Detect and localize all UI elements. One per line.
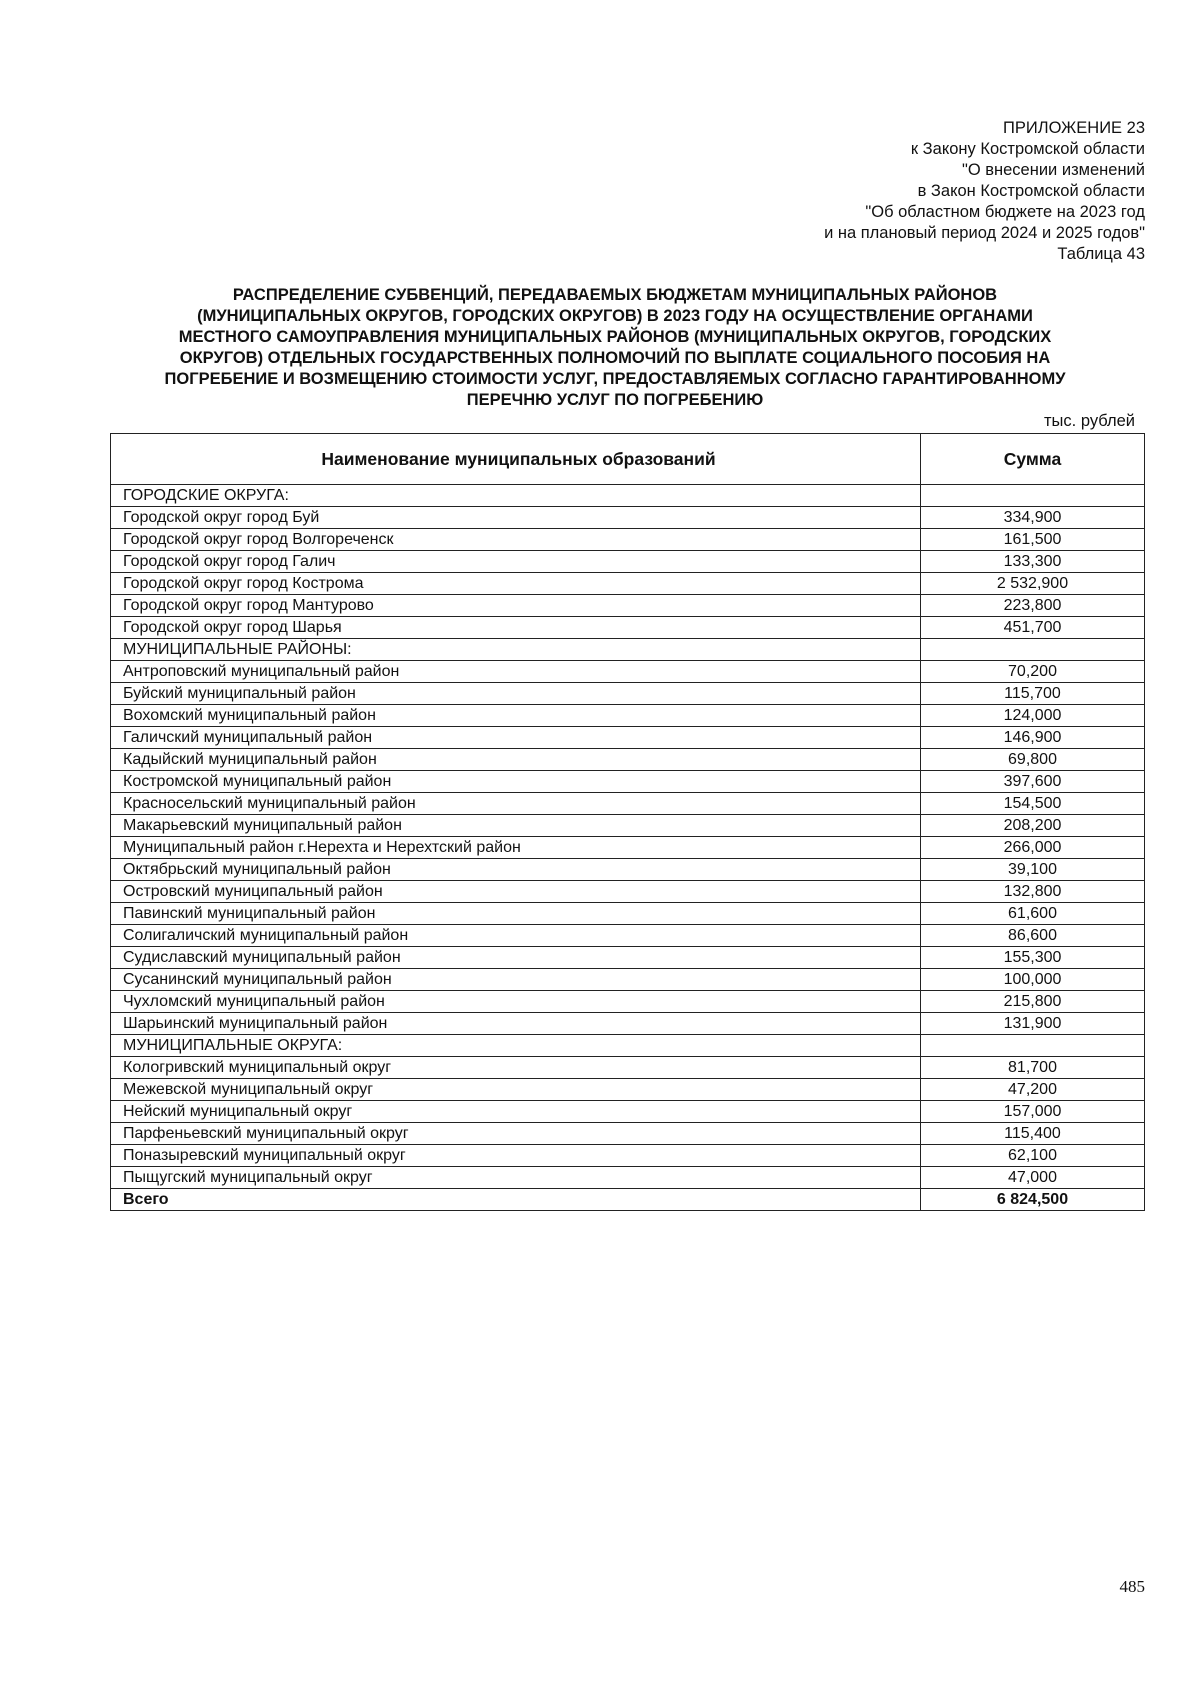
row-sum: 100,000 (921, 969, 1145, 991)
row-name: Антроповский муниципальный район (111, 661, 921, 683)
table-row (111, 881, 1145, 903)
table-row (111, 551, 1145, 573)
row-sum: 157,000 (921, 1101, 1145, 1123)
table-row (111, 1057, 1145, 1079)
row-name: Городской округ город Мантурово (111, 595, 921, 617)
row-sum: 124,000 (921, 705, 1145, 727)
table-row (111, 705, 1145, 727)
row-name: Межевской муниципальный округ (111, 1079, 921, 1101)
row-name: Буйский муниципальный район (111, 683, 921, 705)
table-row (111, 573, 1145, 595)
document-title (120, 285, 1110, 411)
appendix-line: "О внесении изменений (961, 161, 1145, 179)
total-label: Всего (111, 1189, 921, 1211)
table-row (111, 903, 1145, 925)
row-name: Сусанинский муниципальный район (111, 969, 921, 991)
row-sum: 208,200 (921, 815, 1145, 837)
table-row (111, 507, 1145, 529)
row-sum: 223,800 (921, 595, 1145, 617)
table-body (111, 485, 1145, 1211)
table-row (111, 485, 1145, 507)
table-row (111, 1013, 1145, 1035)
row-name: ГОРОДСКИЕ ОКРУГА: (111, 485, 921, 507)
title-line: МЕСТНОГО САМОУПРАВЛЕНИЯ МУНИЦИПАЛЬНЫХ РАЙОНОВ (МУНИЦИПАЛЬНЫХ ОКРУГОВ, ГОРОДСКИХ (178, 328, 1052, 346)
table-row (111, 969, 1145, 991)
row-name: Городской округ город Шарья (111, 617, 921, 639)
title-line: ПОГРЕБЕНИЕ И ВОЗМЕЩЕНИЮ СТОИМОСТИ УСЛУГ, ПРЕДОСТАВЛЯЕМЫХ СОГЛАСНО ГАРАНТИРОВАННОМУ (164, 370, 1066, 388)
row-sum (921, 639, 1145, 661)
table-row (111, 529, 1145, 551)
table-row (111, 661, 1145, 683)
table-row (111, 683, 1145, 705)
table-row (111, 749, 1145, 771)
appendix-line: и на плановый период 2024 и 2025 годов" (824, 224, 1145, 242)
row-sum: 133,300 (921, 551, 1145, 573)
row-name: Октябрьский муниципальный район (111, 859, 921, 881)
row-name: Красносельский муниципальный район (111, 793, 921, 815)
row-name: Парфеньевский муниципальный округ (111, 1123, 921, 1145)
total-sum: 6 824,500 (921, 1189, 1145, 1211)
row-sum: 47,000 (921, 1167, 1145, 1189)
row-sum: 86,600 (921, 925, 1145, 947)
row-sum: 161,500 (921, 529, 1145, 551)
table-row (111, 837, 1145, 859)
row-sum: 61,600 (921, 903, 1145, 925)
row-name: Островский муниципальный район (111, 881, 921, 903)
row-sum: 2 532,900 (921, 573, 1145, 595)
header-name: Наименование муниципальных образований (111, 434, 921, 485)
row-name: Нейский муниципальный округ (111, 1101, 921, 1123)
table-row (111, 771, 1145, 793)
table-row (111, 1035, 1145, 1057)
row-sum: 131,900 (921, 1013, 1145, 1035)
row-sum: 215,800 (921, 991, 1145, 1013)
units-label: тыс. рублей (1044, 412, 1135, 430)
row-name: Городской округ город Буй (111, 507, 921, 529)
row-name: Кологривский муниципальный округ (111, 1057, 921, 1079)
row-name: Шарьинский муниципальный район (111, 1013, 921, 1035)
row-sum: 154,500 (921, 793, 1145, 815)
row-name: Городской округ город Галич (111, 551, 921, 573)
row-name: Городской округ город Кострома (111, 573, 921, 595)
table-row (111, 617, 1145, 639)
table-row (111, 1167, 1145, 1189)
total-row (111, 1189, 1145, 1211)
table-row (111, 859, 1145, 881)
row-name: Макарьевский муниципальный район (111, 815, 921, 837)
appendix-line: в Закон Костромской области (917, 182, 1145, 200)
appendix-line: ПРИЛОЖЕНИЕ 23 (1003, 119, 1145, 137)
row-sum: 146,900 (921, 727, 1145, 749)
row-sum: 47,200 (921, 1079, 1145, 1101)
row-sum: 397,600 (921, 771, 1145, 793)
row-sum: 115,400 (921, 1123, 1145, 1145)
row-name: МУНИЦИПАЛЬНЫЕ РАЙОНЫ: (111, 639, 921, 661)
appendix-line: к Закону Костромской области (910, 140, 1145, 158)
title-line: РАСПРЕДЕЛЕНИЕ СУБВЕНЦИЙ, ПЕРЕДАВАЕМЫХ БЮДЖЕТАМ МУНИЦИПАЛЬНЫХ РАЙОНОВ (232, 286, 998, 304)
row-name: Муниципальный район г.Нерехта и Нерехтский район (111, 837, 921, 859)
appendix-header (725, 118, 1145, 265)
table-row (111, 639, 1145, 661)
title-line: ПЕРЕЧНЮ УСЛУГ ПО ПОГРЕБЕНИЮ (466, 391, 764, 409)
table-row (111, 1145, 1145, 1167)
row-sum: 451,700 (921, 617, 1145, 639)
table-row (111, 1079, 1145, 1101)
appendix-line: "Об областном бюджете на 2023 год (865, 203, 1145, 221)
row-sum: 70,200 (921, 661, 1145, 683)
row-sum: 39,100 (921, 859, 1145, 881)
table-row (111, 815, 1145, 837)
row-sum: 132,800 (921, 881, 1145, 903)
table-row (111, 595, 1145, 617)
row-sum: 81,700 (921, 1057, 1145, 1079)
title-line: ОКРУГОВ) ОТДЕЛЬНЫХ ГОСУДАРСТВЕННЫХ ПОЛНОМОЧИЙ ПО ВЫПЛАТЕ СОЦИАЛЬНОГО ПОСОБИЯ НА (179, 349, 1051, 367)
row-sum (921, 485, 1145, 507)
table-header-row (111, 434, 1145, 485)
title-line: (МУНИЦИПАЛЬНЫХ ОКРУГОВ, ГОРОДСКИХ ОКРУГОВ) В 2023 ГОДУ НА ОСУЩЕСТВЛЕНИЕ ОРГАНАМИ (197, 307, 1033, 325)
table-row (111, 793, 1145, 815)
table-number: Таблица 43 (1057, 245, 1145, 263)
table-row (111, 991, 1145, 1013)
row-name: Павинский муниципальный район (111, 903, 921, 925)
row-name: Чухломский муниципальный район (111, 991, 921, 1013)
page-number: 485 (1119, 1577, 1145, 1596)
row-name: Поназыревский муниципальный округ (111, 1145, 921, 1167)
row-sum: 266,000 (921, 837, 1145, 859)
table-row (111, 727, 1145, 749)
row-sum: 69,800 (921, 749, 1145, 771)
row-sum: 155,300 (921, 947, 1145, 969)
row-sum: 115,700 (921, 683, 1145, 705)
table-row (111, 1101, 1145, 1123)
header-sum: Сумма (921, 434, 1145, 485)
subvention-table (110, 433, 1145, 1211)
table-row (111, 925, 1145, 947)
row-name: Пыщугский муниципальный округ (111, 1167, 921, 1189)
row-name: Вохомский муниципальный район (111, 705, 921, 727)
row-name: Галичский муниципальный район (111, 727, 921, 749)
row-name: Городской округ город Волгореченск (111, 529, 921, 551)
row-sum (921, 1035, 1145, 1057)
row-name: Костромской муниципальный район (111, 771, 921, 793)
row-sum: 334,900 (921, 507, 1145, 529)
row-name: Кадыйский муниципальный район (111, 749, 921, 771)
row-sum: 62,100 (921, 1145, 1145, 1167)
table-row (111, 1123, 1145, 1145)
row-name: Судиславский муниципальный район (111, 947, 921, 969)
row-name: Солигаличский муниципальный район (111, 925, 921, 947)
row-name: МУНИЦИПАЛЬНЫЕ ОКРУГА: (111, 1035, 921, 1057)
table-row (111, 947, 1145, 969)
